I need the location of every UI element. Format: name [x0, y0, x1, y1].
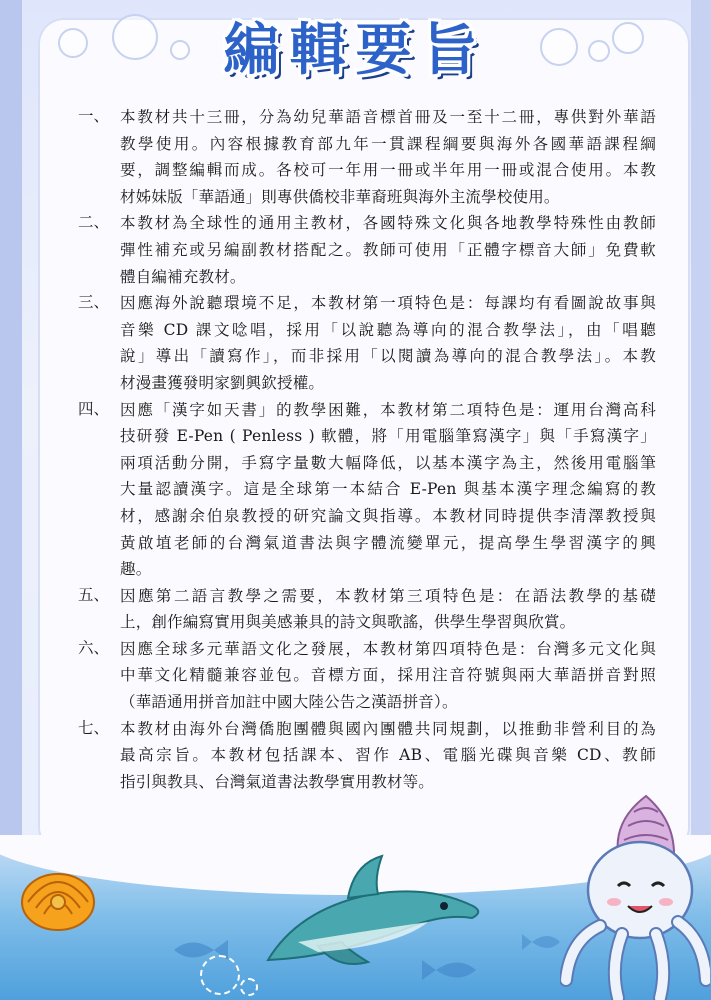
item-text-line: 大量認讀漢字。這是全球第一本結合 E-Pen 與基本漢字理念編寫的教	[120, 480, 656, 499]
item-number: 一、	[78, 107, 110, 125]
item-text-line: 材，感謝余伯泉教授的研究論文與指導。本教材同時提供李清澤教授與	[120, 506, 656, 525]
item-text-line: 音樂 CD 課文唸唱，採用「以說聽為導向的混合教學法」，由「唱聽	[120, 320, 656, 339]
fish-icon	[420, 955, 480, 985]
item-text-line: 材漫畫獲發明家劉興欽授權。	[120, 373, 325, 392]
item-text-line: 本教材由海外台灣僑胞團體與國內團體共同規劃，以推動非營利目的為	[120, 719, 656, 738]
guideline-item	[78, 397, 656, 583]
octopus-icon	[560, 830, 710, 1000]
item-text-line: 中華文化精髓兼容並包。音標方面，採用注音符號與兩大華語拼音對照	[120, 666, 656, 685]
guideline-item	[78, 210, 656, 290]
item-text-line: 材姊妹版「華語通」則專供僑校非華裔班與海外主流學校使用。	[120, 187, 560, 206]
item-number: 三、	[78, 293, 110, 312]
guideline-item	[78, 290, 656, 396]
seashell-icon	[18, 862, 98, 934]
bubble-icon	[200, 955, 240, 995]
item-text-line: 彈性補充或另編副教材搭配之。教師可使用「正體字標音大師」免費軟	[120, 240, 656, 259]
item-number: 五、	[78, 585, 110, 604]
item-text-line: 最高宗旨。本教材包括課本、習作 AB、電腦光碟與音樂 CD、教師	[120, 746, 656, 765]
item-text-line: 本教材為全球性的通用主教材，各國特殊文化與各地教學特殊性由教師	[120, 214, 656, 233]
item-text-line: 因應「漢字如天書」的教學困難，本教材第二項特色是：運用台灣高科	[120, 400, 656, 419]
item-text-line: 教學使用。內容根據教育部九年一貫課程綱要與海外各國華語課程綱	[120, 134, 656, 153]
item-number: 四、	[78, 399, 110, 418]
item-text-line: 趣。	[120, 560, 152, 579]
bubble-icon	[240, 978, 258, 996]
item-text-line: 兩項活動分開，手寫字量數大幅降低，以基本漢字為主，然後用電腦筆	[120, 453, 656, 472]
dolphin-icon	[258, 850, 488, 970]
guideline-item	[78, 636, 656, 716]
fish-icon	[520, 930, 564, 954]
guideline-item	[78, 716, 656, 796]
item-text-line: 體自編補充教材。	[120, 267, 246, 286]
item-text-line: 因應第二語言教學之需要，本教材第三項特色是：在語法教學的基礎	[120, 586, 656, 605]
item-text-line: 因應海外說聽環境不足，本教材第一項特色是：每課均有看圖說故事與	[120, 294, 656, 313]
item-text-line: 因應全球多元華語文化之發展，本教材第四項特色是：台灣多元文化與	[120, 639, 656, 658]
item-text-line: 技研發 E-Pen ( Penless ) 軟體，將「用電腦筆寫漢字」與「手寫漢字」	[120, 427, 656, 446]
item-text-line: 說」導出「讀寫作」，而非採用「以閱讀為導向的混合教學法」。本教	[120, 347, 656, 366]
item-text-line: 上，創作編寫實用與美感兼具的詩文與歌謠，供學生學習與欣賞。	[120, 613, 576, 632]
item-text-line: 本教材共十三冊，分為幼兒華語音標首冊及一至十二冊，專供對外華語	[120, 108, 656, 126]
item-number: 二、	[78, 213, 110, 232]
guideline-item	[78, 583, 656, 636]
item-number: 六、	[78, 638, 110, 657]
guideline-item	[78, 104, 656, 210]
item-text-line: 要，調整編輯而成。各校可一年用一冊或半年用一冊或混合使用。本教	[120, 161, 656, 180]
item-text-line: 黃啟埴老師的台灣氣道書法與字體流變單元，提高學生學習漢字的興	[120, 533, 656, 552]
page-title: 編輯要旨	[223, 18, 488, 83]
guidelines-list	[78, 104, 656, 795]
item-text-line: 指引與教具、台灣氣道書法教學實用教材等。	[120, 772, 435, 791]
item-number: 七、	[78, 718, 110, 737]
item-text-line: （華語通用拼音加註中國大陸公告之漢語拼音）。	[120, 693, 458, 712]
